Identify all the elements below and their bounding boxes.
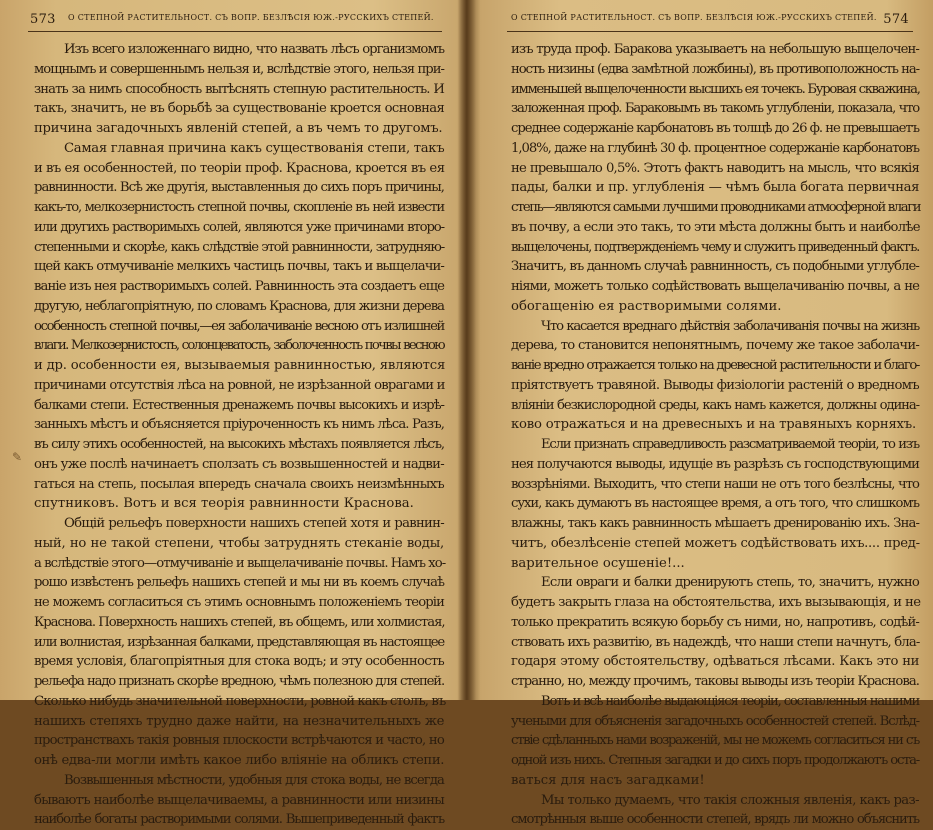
- text-line: рельефа надо признать скорѣе вредною, чѣмъ полезною для степей.: [34, 674, 444, 689]
- text-line: ваніе изъ нея растворимыхъ солей. Равнинность эта создаетъ еще: [34, 279, 444, 294]
- text-line: Мы только думаемъ, что такія сложныя явленія, какъ раз-: [541, 792, 919, 808]
- text-line: только прекратить всякую борьбу съ ними, но, напротивъ, содѣй-: [511, 614, 919, 630]
- text-line: бываютъ наиболѣе выщелачиваемы, а равнинности или низины: [34, 792, 444, 808]
- pencil-mark-icon: ✎: [12, 450, 23, 464]
- text-line: Краснова. Поверхность нашихъ степей, въ общемъ, или холмистая,: [34, 614, 445, 630]
- left-page-body: [34, 40, 444, 830]
- text-line: влажны, такъ какъ равнинность мѣшаетъ дренированію ихъ. Зна-: [511, 516, 919, 531]
- text-line: Возвышенныя мѣстности, удобныя для стока воды, не всегда: [64, 772, 444, 788]
- text-line: ваться для насъ загадками!: [511, 772, 705, 788]
- text-line: или другихъ растворимыхъ солей, являются уже причинами второ-: [34, 219, 444, 235]
- text-line: будетъ закрыть глаза на обстоятельства, ихъ вызывающія, и не: [511, 595, 921, 610]
- text-line: другую, неблагопріятную, по словамъ Краснова, для жизни дерева: [34, 298, 444, 314]
- text-line: 1,08%, даже на глубинѣ 30 ф. процентное содержаніе карбонатовъ: [511, 140, 919, 156]
- text-line: пріятствуетъ травяной. Выводы физіологіи растеній о вредномъ: [511, 377, 919, 393]
- text-line: не превышало 0,5%. Этотъ фактъ наводитъ на мысль, что всякія: [511, 160, 919, 176]
- text-line: причина загадочныхъ явленій степей, а въ чемъ то другомъ.: [34, 121, 443, 136]
- text-line: смотрѣнныя выше особенности степей, врядъ ли можно объяснить: [511, 812, 919, 828]
- text-line: нея получаются выводы, идущіе въ разрѣзъ съ господствующими: [511, 456, 919, 472]
- text-line: Самая главная причина какъ существованія степи, такъ: [64, 140, 445, 156]
- text-line: Что касается вреднаго дѣйствія заболачиванія почвы на жизнь: [541, 318, 919, 334]
- text-line: ствовать ихъ развитію, въ надеждѣ, что наши степи начнутъ, бла-: [511, 634, 920, 650]
- text-line: особенность степной почвы,—ея заболачиваніе весною отъ излишней: [34, 318, 444, 334]
- text-line: Изъ всего изложеннаго видно, что назвать лѣсъ организмомъ: [64, 42, 444, 57]
- text-line: вліяніи безкислородной среды, какъ намъ кажется, должны одина-: [511, 397, 919, 413]
- text-line: время условія, благопріятныя для стока водъ; и эту особенность: [34, 654, 444, 670]
- right-page: [471, 0, 933, 828]
- text-line: какъ-то, мелкозернистость степной почвы, скопленіе въ ней извести: [34, 200, 444, 215]
- text-line: степенными и скорѣе, какъ слѣдствіе этой равнинности, затрудняю-: [34, 239, 444, 255]
- text-line: читъ, обезлѣсеніе степей можетъ содѣйствовать ихъ.... пред-: [511, 535, 920, 551]
- left-page: [0, 0, 462, 828]
- text-line: въ почву, а если это такъ, то эти мѣста должны быть и наиболѣе: [511, 219, 920, 235]
- text-line: не можемъ согласиться съ этимъ основнымъ положеніемъ теоріи: [34, 595, 444, 610]
- text-line: балками степи. Естественныя дренажемъ почвы высокихъ и изрѣ-: [34, 397, 444, 413]
- text-line: обогащенію ея растворимыми солями.: [511, 298, 782, 314]
- text-line: Сколько нибудь значительной поверхности, ровной какъ столъ, въ: [34, 693, 446, 709]
- text-line: спутниковъ. Вотъ и вся теорія равнинности Краснова.: [34, 496, 414, 512]
- text-line: имменьшей выщелоченности высшихъ ея точекъ. Буровая скважина,: [511, 81, 920, 97]
- text-line: въ силу этихъ особенностей, на высокихъ мѣстахъ появляется лѣсъ,: [34, 437, 444, 452]
- text-line: нашихъ степяхъ трудно даже найти, на незначительныхъ же: [34, 713, 444, 729]
- text-line: онѣ едва-ли могли имѣть какое либо вліяніе на обликъ степи.: [34, 753, 444, 768]
- text-line: ваніе вредно отражается только на древесной растительности и благо-: [511, 358, 919, 373]
- text-line: щей какъ отмучиваніе мелкихъ частицъ почвы, такъ и выщелачи-: [34, 259, 444, 275]
- text-line: занныхъ мѣстъ и объясняется пріуроченность къ нимъ лѣса. Разъ,: [34, 417, 444, 433]
- text-line: и др. особенности ея, вызываемыя равнинностью, являются: [34, 358, 446, 373]
- text-line: воззрѣніями. Выходитъ, что степи наши не отъ того безлѣсны, что: [511, 476, 919, 492]
- text-line: пады, балки и пр. углубленія — чѣмъ была богата первичная: [511, 180, 919, 196]
- right-header-rule: [507, 31, 913, 32]
- left-header-rule: [28, 31, 442, 32]
- text-line: изъ труда проф. Баракова указываетъ на небольшую выщелочен-: [511, 42, 919, 57]
- left-running-head-title: О СТЕПНОЙ РАСТИТЕЛЬНОСТ. СЪ ВОПР. БЕЗЛѢСІЯ ЮЖ.-РУССКИХЪ СТЕПЕЙ.: [68, 13, 434, 22]
- text-line: или волнистая, изрѣзанная балками, представляющая въ настоящее: [34, 634, 444, 650]
- text-line: ный, но не такой степени, чтобы затруднять стеканіе воды,: [34, 535, 444, 551]
- text-line: Если овраги и балки дренируютъ степь, то, значитъ, нужно: [541, 575, 919, 591]
- left-running-header: [30, 12, 444, 30]
- text-line: и въ ея особенностей, по теоріи проф. Краснова, кроется въ ея: [34, 160, 445, 176]
- text-line: странно, но, между прочимъ, таковы выводы изъ теоріи Краснова.: [511, 674, 919, 689]
- right-running-head-title: О СТЕПНОЙ РАСТИТЕЛЬНОСТ. СЪ ВОПР. БЕЗЛѢСІЯ ЮЖ.-РУССКИХЪ СТЕПЕЙ.: [511, 13, 877, 22]
- right-page-body: [511, 40, 919, 830]
- text-line: одной изъ нихъ. Степныя загадки и до сихъ поръ продолжаютъ оста-: [511, 753, 919, 768]
- text-line: Значитъ, въ данномъ случаѣ равнинность, съ подобными углубле-: [511, 259, 919, 275]
- text-line: такъ, значитъ, не въ борьбѣ за существованіе кроется основная: [34, 101, 445, 117]
- text-line: а вслѣдствіе этого—отмучиваніе и выщелачиваніе почвы. Намъ хо-: [34, 555, 446, 571]
- text-line: наиболѣе богаты растворимыми солями. Вышеприведенный фактъ: [34, 812, 444, 828]
- text-line: ніями, можетъ только содѣйствовать выщелачиванію почвы, а не: [511, 279, 919, 294]
- text-line: сухи, какъ думаютъ въ настоящее время, а отъ того, что слишкомъ: [511, 496, 919, 512]
- text-line: причинами отсутствія лѣса на ровной, не изрѣзанной оврагами и: [34, 377, 445, 393]
- text-line: варительное осушеніе!...: [511, 555, 685, 571]
- text-line: Общій рельефъ поверхности нашихъ степей хотя и равнин-: [64, 516, 444, 531]
- text-line: пространствахъ такія ровныя плоскости встрѣчаются и часто, но: [34, 733, 444, 749]
- right-page-number: 574: [883, 12, 909, 27]
- text-line: мощнымъ и совершеннымъ нельзя и, вслѣдствіе этого, нельзя при-: [34, 61, 444, 77]
- text-line: степь—являются самыми лучшими проводниками атмосферной влаги: [511, 200, 921, 215]
- text-line: заложенная проф. Бараковымъ въ такомъ углубленіи, показала, что: [511, 101, 919, 117]
- text-line: ность низины (едва замѣтной ложбины), въ противоположность на-: [511, 61, 919, 77]
- text-line: учеными для объясненія загадочныхъ особенностей степей. Вслѣд-: [511, 713, 919, 729]
- text-line: рошо извѣстенъ рельефъ нашихъ степей и мы ни въ коемъ случаѣ: [34, 575, 444, 591]
- text-line: влаги. Мелкозернистость, солонцеватость, заболоченность почвы весною: [34, 338, 444, 354]
- text-line: знать за нимъ способность вытѣснять степную растительность. И: [34, 81, 444, 97]
- text-line: ствіе сдѣланныхъ нами возраженій, мы не можемъ согласиться ни съ: [511, 733, 919, 749]
- text-line: дерева, то становится непонятнымъ, почему же такое заболачи-: [511, 338, 919, 354]
- text-line: онъ уже послѣ начинаетъ сползать съ возвышенностей и надви-: [34, 456, 444, 472]
- text-line: Если признать справедливость разсматриваемой теоріи, то изъ: [541, 437, 919, 452]
- text-line: годаря этому обстоятельству, одѣваться лѣсами. Какъ это ни: [511, 654, 919, 670]
- text-line: гаться на степь, посылая впередъ сначала своихъ неизмѣнныхъ: [34, 476, 444, 492]
- text-line: среднее содержаніе карбонатовъ въ толщѣ до 26 ф. не превышаетъ: [511, 121, 919, 136]
- right-running-header: [511, 12, 909, 30]
- text-line: равнинности. Всѣ же другія, выставленныя до сихъ поръ причины,: [34, 180, 444, 196]
- text-line: выщелочены, подтвержденіемъ чему и служитъ приведенный фактъ.: [511, 239, 919, 255]
- text-line: Вотъ и всѣ наиболѣе выдающіяся теоріи, составленныя нашими: [541, 693, 919, 709]
- left-page-number: 573: [30, 12, 56, 27]
- text-line: ково отражаться и на древесныхъ и на травяныхъ корняхъ.: [511, 417, 916, 433]
